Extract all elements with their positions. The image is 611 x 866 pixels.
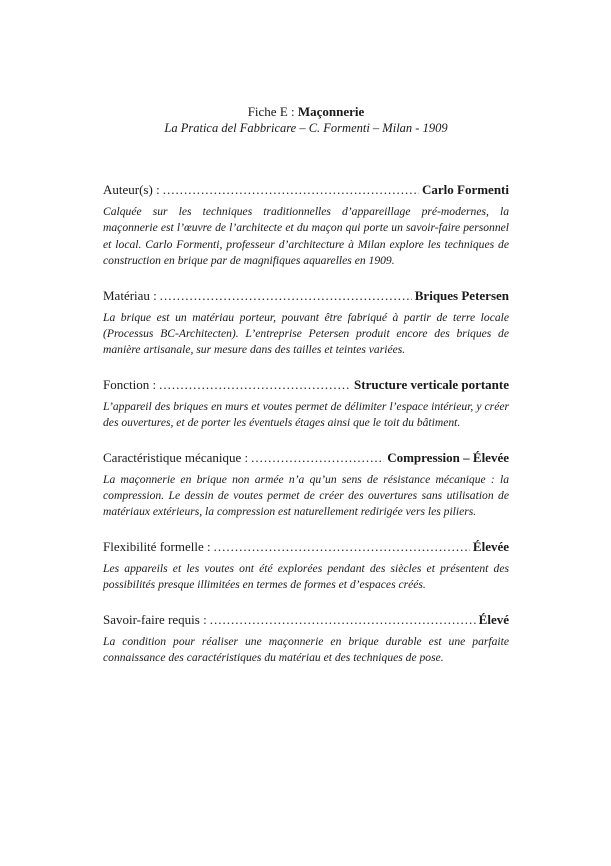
document-page xyxy=(103,104,509,685)
title-bold: Maçonnerie xyxy=(297,104,365,119)
dot-leader xyxy=(163,182,419,198)
field-label: Matériau : xyxy=(103,287,157,303)
dot-leader xyxy=(160,288,412,304)
field-label: Auteur(s) : xyxy=(103,182,160,197)
field-value: Structure verticale portante xyxy=(354,376,509,392)
field-label: Fonction : xyxy=(103,376,157,392)
dot-leader xyxy=(251,450,384,466)
field-label: Flexibilité formelle : xyxy=(103,538,211,554)
field-label: Caractéristique mécanique : xyxy=(103,449,249,465)
field-row xyxy=(103,182,509,198)
field-row xyxy=(103,450,509,466)
section-flexibilite xyxy=(103,539,509,594)
dot-leader xyxy=(159,377,351,393)
section-savoir-faire xyxy=(103,612,509,667)
field-label: Savoir-faire requis : xyxy=(103,611,207,627)
section-auteur xyxy=(103,182,509,270)
section-caracteristique xyxy=(103,450,509,521)
field-row xyxy=(103,377,509,393)
document-header xyxy=(103,104,509,136)
field-row xyxy=(103,612,509,628)
field-row xyxy=(103,539,509,555)
field-description: La condition pour réaliser une maçonnerie en brique durable est une parfaite connaissance des caractéristiques du matériau et des techniques de pose. xyxy=(103,634,509,665)
dot-leader xyxy=(210,612,476,628)
field-value: Carlo Formenti xyxy=(421,182,509,197)
field-description: Calquée sur les techniques traditionnelles d’appareillage pré-modernes, la maçonnerie est l’œuvre de l’architecte et du maçon qui porte un savoir-faire personnel et local. Carlo Formenti, professeur d’architecture à Milan explore les techniques de construction en brique par de magnifiques aquarelles en 1909. xyxy=(103,205,509,268)
field-description: La brique est un matériau porteur, pouvant être fabriqué à partir de terre locale (Processus BC-Architecten). L’entreprise Petersen produit encore des briques de manière artisanale, sur mesure dans des tailles et teintes variées. xyxy=(103,310,509,357)
field-value: Briques Petersen xyxy=(414,287,509,303)
field-row xyxy=(103,288,509,304)
page-title xyxy=(103,104,509,120)
field-description: La maçonnerie en brique non armée n’a qu’un sens de résistance mécanique : la compression. Le dessin de voutes permet de créer des ouvertures sans utilisation de matériaux extérieurs, la compression est naturellement redirigée vers les piliers. xyxy=(103,472,509,519)
field-description: L’appareil des briques en murs et voutes permet de délimiter l’espace intérieur, y créer des ouvertures, et de porter les éventuels étages ainsi que le toit du bâtiment. xyxy=(103,399,509,430)
field-value: Compression – Élevée xyxy=(387,449,509,465)
page-subtitle: La Pratica del Fabbricare – C. Formenti – Milan - 1909 xyxy=(164,121,448,135)
section-fonction xyxy=(103,377,509,432)
section-materiau xyxy=(103,288,509,359)
field-value: Élevée xyxy=(472,538,509,554)
title-prefix: Fiche E : xyxy=(247,104,298,119)
field-value: Élevé xyxy=(478,611,509,627)
field-description: Les appareils et les voutes ont été explorées pendant des siècles et présentent des possibilités presque illimitées en termes de formes et d’espaces créés. xyxy=(103,561,509,592)
dot-leader xyxy=(214,539,470,555)
